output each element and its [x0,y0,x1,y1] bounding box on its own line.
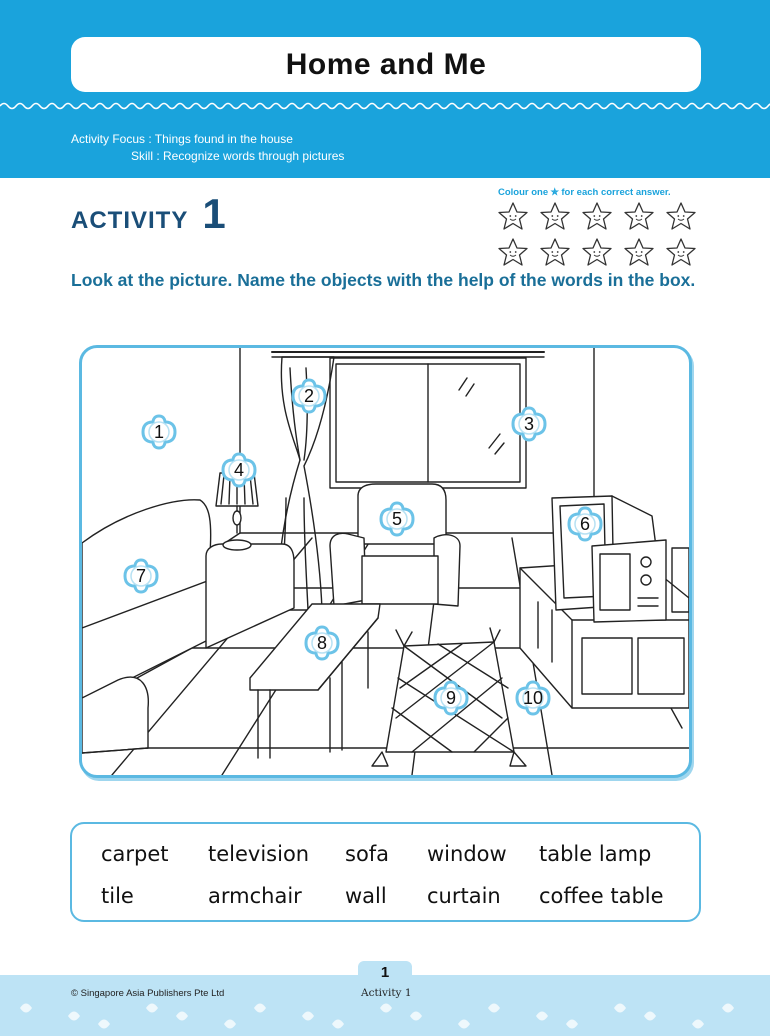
star-icon[interactable] [580,237,614,267]
object-marker [289,376,329,416]
leaf-icon [380,1004,392,1013]
word-window: window [427,842,507,866]
star-icon[interactable] [538,201,572,231]
activity-heading [71,190,226,238]
object-marker [565,504,605,544]
object-marker [431,678,471,718]
footer-decoration [0,996,770,1036]
star-caption: Colour one ✯ for each correct answer. [498,187,671,198]
leaf-icon [20,1004,32,1013]
footer-activity-label: Activity 1 [361,987,412,999]
word-box [70,822,701,922]
word-wall: wall [345,884,387,908]
leaf-icon [692,1020,704,1029]
word-coffee-table: coffee table [539,884,664,908]
object-marker [219,450,259,490]
leaf-icon [332,1020,344,1029]
star-icon[interactable] [496,237,530,267]
word-television: television [208,842,310,866]
star-icon[interactable] [580,201,614,231]
page-number: 1 [358,961,412,983]
marker-number: 10 [522,687,544,708]
marker-number: 6 [579,513,590,534]
leaf-icon [614,1004,626,1013]
leaf-icon [644,1012,656,1021]
living-room-illustration [79,345,692,778]
title-bar [71,37,701,92]
object-marker [302,623,342,663]
word-armchair: armchair [208,884,302,908]
leaf-icon [410,1012,422,1021]
leaf-icon [566,1020,578,1029]
leaf-icon [98,1020,110,1029]
skill-text: Skill : Recognize words through pictures [131,149,345,163]
star-icon[interactable] [622,237,656,267]
word-sofa: sofa [345,842,390,866]
copyright-text: © Singapore Asia Publishers Pte Ltd [71,988,225,999]
marker-number: 4 [233,459,244,480]
header-band [0,0,770,178]
leaf-icon [536,1012,548,1021]
wave-divider [0,100,770,112]
activity-label: ACTIVITY [71,207,189,234]
object-marker [509,404,549,444]
object-marker [513,678,553,718]
leaf-icon [224,1020,236,1029]
object-marker [139,412,179,452]
star-icon[interactable] [538,237,572,267]
activity-number: 1 [202,190,226,237]
leaf-icon [488,1004,500,1013]
leaf-icon [722,1004,734,1013]
marker-number: 7 [135,565,146,586]
word-carpet: carpet [101,842,169,866]
leaf-icon [302,1012,314,1021]
leaf-icon [458,1020,470,1029]
leaf-icon [176,1012,188,1021]
object-marker [121,556,161,596]
star-icon[interactable] [664,237,698,267]
activity-focus-text: Activity Focus : Things found in the house [71,132,293,146]
leaf-icon [146,1004,158,1013]
marker-number: 8 [316,632,327,653]
marker-number: 9 [445,687,456,708]
star-icon[interactable] [622,201,656,231]
object-marker [377,499,417,539]
marker-number: 2 [303,385,314,406]
star-icon[interactable] [664,201,698,231]
marker-number: 5 [391,508,402,529]
word-curtain: curtain [427,884,501,908]
marker-number: 3 [523,413,534,434]
leaf-icon [68,1012,80,1021]
word-tile: tile [101,884,134,908]
star-icon[interactable] [496,201,530,231]
star-rating-grid [496,201,706,267]
leaf-icon [254,1004,266,1013]
page-title: Home and Me [285,47,487,81]
word-table-lamp: table lamp [539,842,652,866]
marker-number: 1 [153,421,164,442]
instruction-text: Look at the picture. Name the objects with the help of the words in the box. [71,270,696,290]
